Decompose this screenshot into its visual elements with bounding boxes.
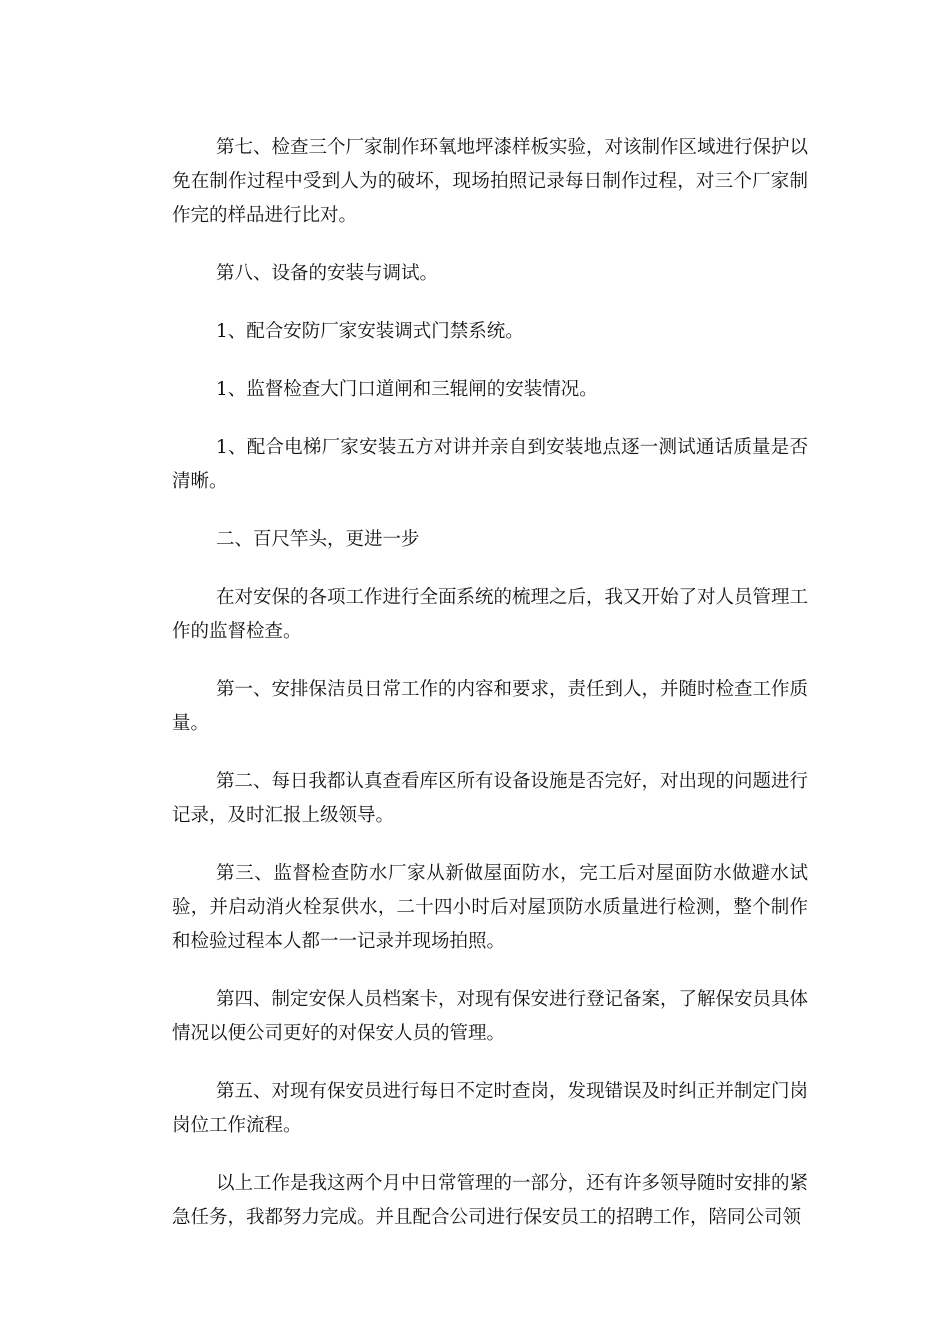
section-heading: 二、百尺竿头，更进一步 — [216, 529, 420, 550]
paragraph-item-seventh: 第七、检查三个厂家制作环氧地坪漆样板实验，对该制作区域进行保护以免在制作过程中受到人为的破坏，现场拍照记录每日制作过程，对三个厂家制作完的样品进行比对。 — [172, 137, 809, 226]
paragraph-item-fourth: 第四、制定安保人员档案卡，对现有保安进行登记备案，了解保安员具体情况以便公司更好的对保安人员的管理。 — [172, 989, 809, 1044]
paragraph-item-third: 第三、监督检查防水厂家从新做屋面防水，完工后对屋面防水做避水试验，并启动消火栓泵供水，二十四小时后对屋顶防水质量进行检测，整个制作和检验过程本人都一一记录并现场拍照。 — [172, 863, 808, 952]
paragraph-item-summary: 以上工作是我这两个月中日常管理的一部分，还有许多领导随时安排的紧急任务，我都努力完成。并且配合公司进行保安员工的招聘工作，陪同公司领 — [172, 1173, 809, 1228]
document-body — [172, 131, 808, 1259]
paragraph-item-access-control: 1、配合安防厂家安装调式门禁系统。 — [216, 321, 524, 342]
paragraph-item-intro: 在对安保的各项工作进行全面系统的梳理之后，我又开始了对人员管理工作的监督检查。 — [172, 587, 809, 642]
paragraph-item-elevator-intercom: 1、配合电梯厂家安装五方对讲并亲自到安装地点逐一测试通话质量是否清晰。 — [172, 437, 808, 492]
paragraph-item-second: 第二、每日我都认真查看库区所有设备设施是否完好，对出现的问题进行记录，及时汇报上级领导。 — [172, 771, 809, 826]
paragraph-item-fifth: 第五、对现有保安员进行每日不定时查岗，发现错误及时纠正并制定门岗岗位工作流程。 — [172, 1081, 809, 1136]
paragraph-item-first: 第一、安排保洁员日常工作的内容和要求，责任到人，并随时检查工作质量。 — [172, 679, 809, 734]
paragraph-item-eighth: 第八、设备的安装与调试。 — [216, 263, 439, 284]
paragraph-item-gate-inspection: 1、监督检查大门口道闸和三辊闸的安装情况。 — [216, 379, 598, 400]
